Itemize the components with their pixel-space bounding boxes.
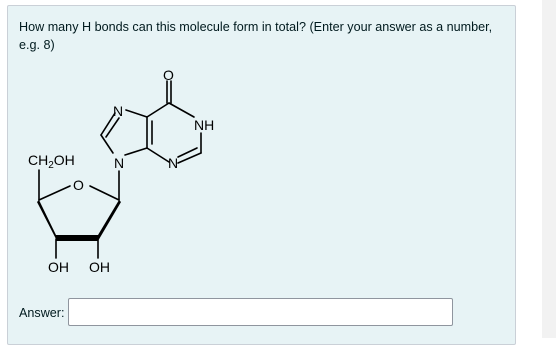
nh-label: NH [194, 117, 215, 133]
oh-right-label: OH [89, 259, 110, 275]
answer-input[interactable] [68, 298, 453, 326]
ch2oh-tail: OH [53, 152, 75, 168]
n3-label: N [168, 155, 179, 171]
answer-label: Answer: [19, 306, 65, 320]
oh-left-label: OH [48, 259, 69, 275]
n7-label: N [113, 103, 124, 119]
right-margin-strip [542, 0, 556, 338]
question-card [7, 5, 516, 345]
ring-oxygen-label: O [73, 177, 84, 193]
n9-label: N [114, 155, 125, 171]
molecule-structure-image [8, 6, 517, 346]
ch2oh-main: CH [28, 152, 49, 168]
question-text: How many H bonds can this molecule form in total? (Enter your answer as a number, e.g. 8) [19, 20, 493, 52]
carbonyl-oxygen-label: O [163, 67, 174, 83]
ch2oh-label [28, 152, 75, 171]
ch2oh-subscript: 2 [48, 160, 54, 171]
